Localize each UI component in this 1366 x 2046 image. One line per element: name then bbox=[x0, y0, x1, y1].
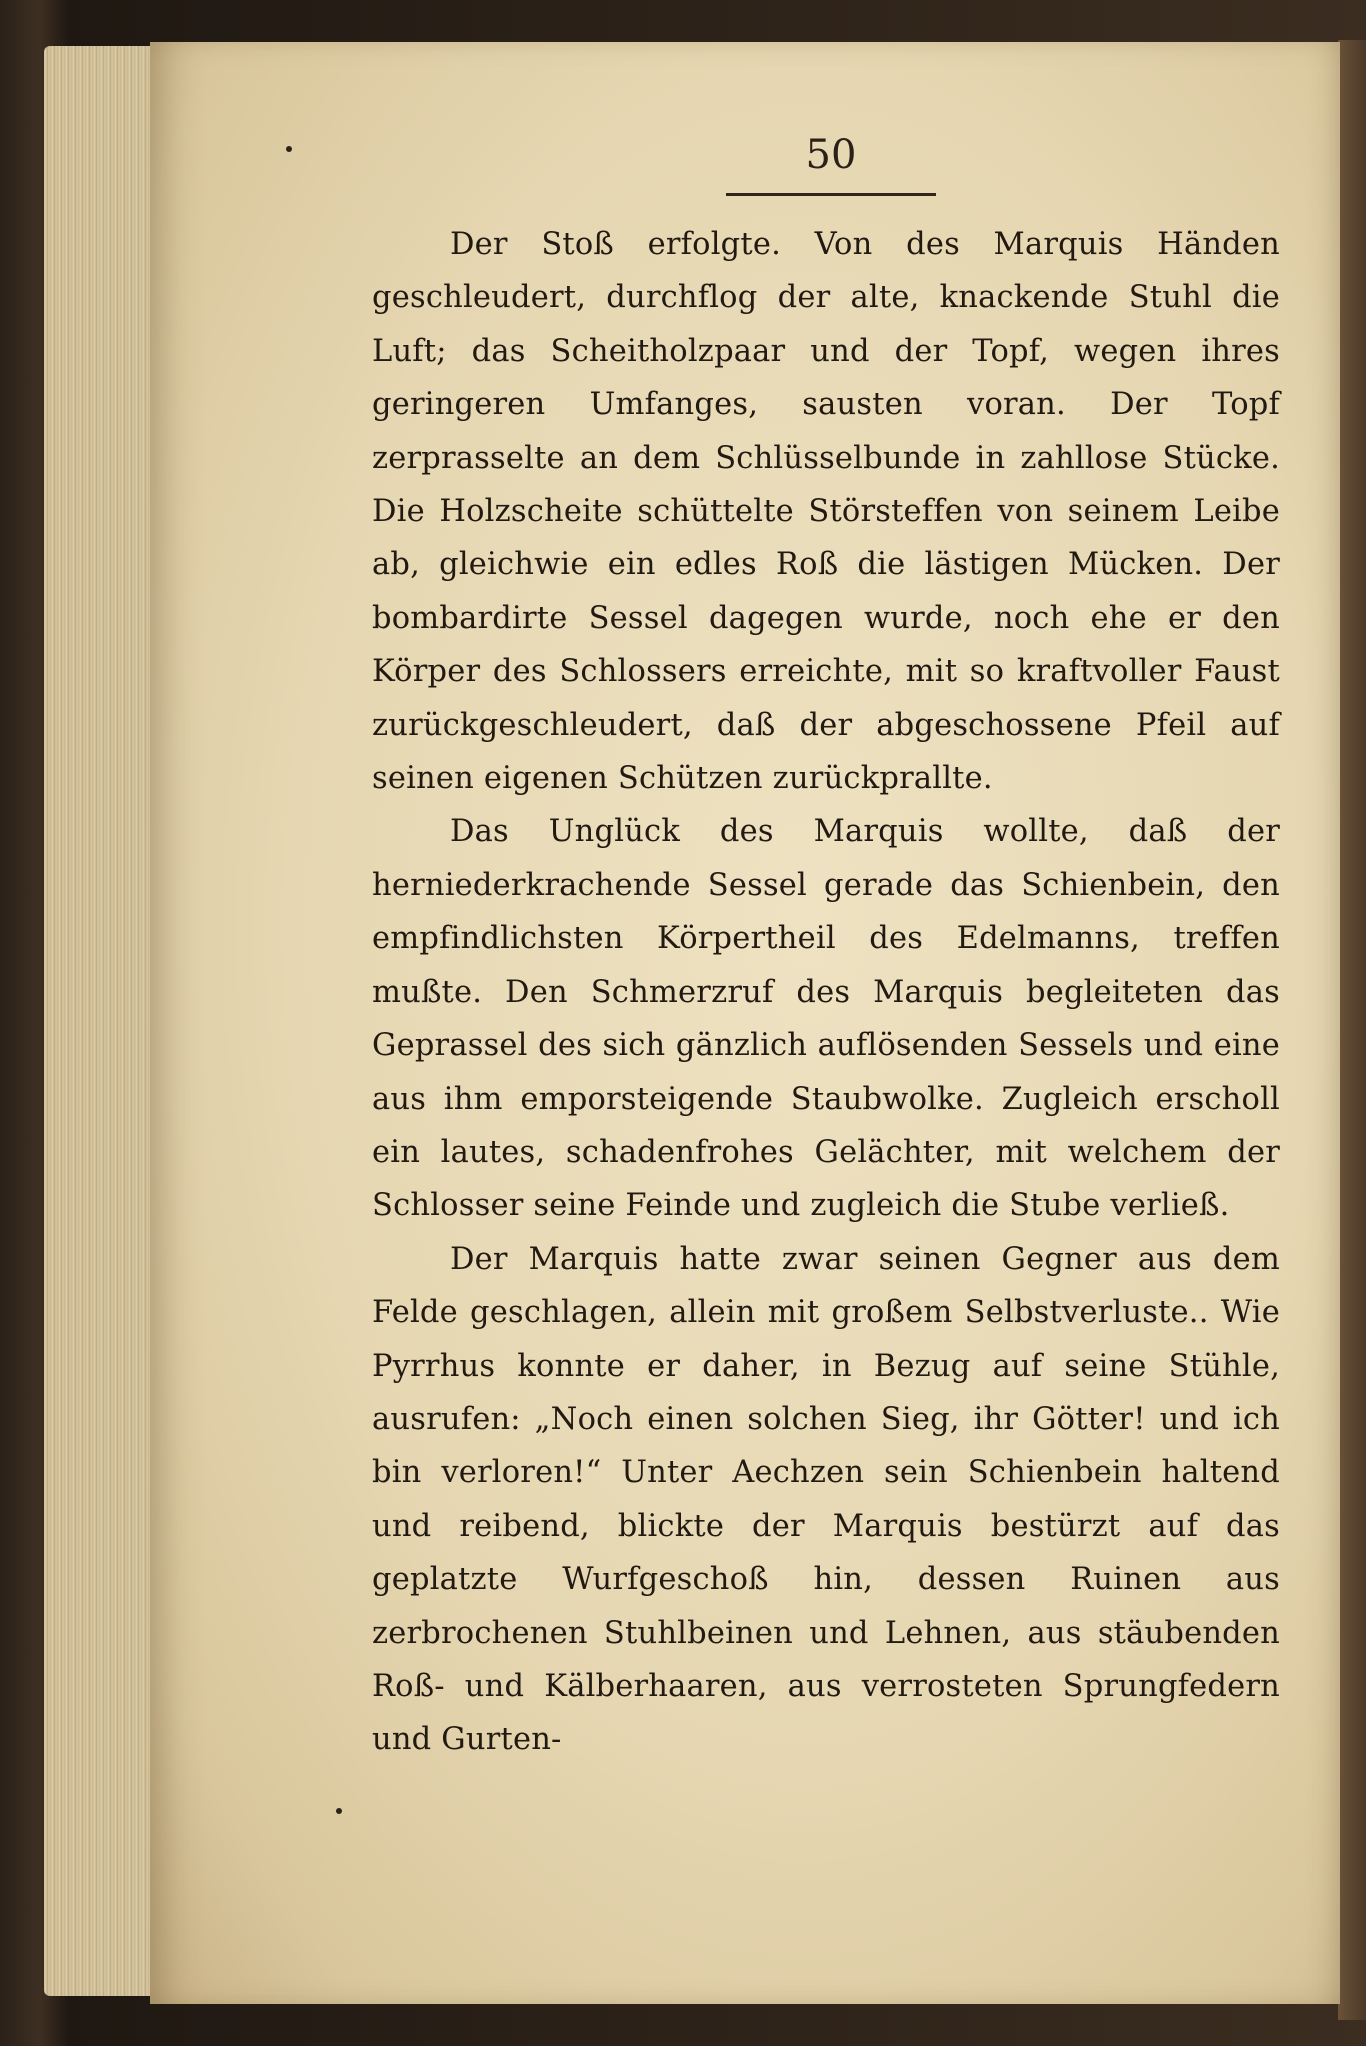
page-number: 50 bbox=[805, 132, 857, 178]
paragraph-3: Der Marquis hatte zwar seinen Gegner aus dem Felde geschlagen, allein mit großem Selbstverluste.. Wie Pyrrhus konnte er daher, in Bezug auf seine Stühle, ausrufen: „Noch einen solchen Sieg, ihr Götter! und ich bin verloren!“ Unter Aechzen sein Schienbein haltend und reibend, blickte der Marquis bestürzt auf das geplatzte Wurfgeschoß hin, dessen Ruinen aus zerbrochenen Stuhlbeinen und Lehnen, aus stäubenden Roß- und Kälberhaaren, aus verrosteten Sprungfedern und Gurten- bbox=[372, 1241, 1280, 1758]
ink-speck bbox=[336, 1808, 342, 1814]
book-board-edge bbox=[1338, 40, 1366, 2020]
paragraph-2: Das Unglück des Marquis wollte, daß der herniederkrachende Sessel gerade das Schienbein, den empfindlichsten Körpertheil des Edelmanns, treffen mußte. Den Schmerzruf des Marquis begleiteten das Geprassel des sich gänzlich auflösenden Sessels und eine aus ihm emporsteigende Staubwolke. Zugleich erscholl ein lautes, schadenfrohes Gelächter, mit welchem der Schlosser seine Feinde und zugleich die Stube verließ. bbox=[372, 814, 1280, 1224]
page-edges-stack bbox=[44, 46, 164, 1996]
paragraph-1: Der Stoß erfolgte. Von des Marquis Händen geschleudert, durchflog der alte, knackende Stuhl die Luft; das Scheitholzpaar und der Topf, wegen ihres geringeren Umfanges, sausten voran. Der Topf zerprasselte an dem Schlüsselbunde in zahllose Stücke. Die Holzscheite schüttelte Störsteffen von seinem Leibe ab, gleichwie ein edles Roß die lästigen Mücken. Der bombardirte Sessel dagegen wurde, noch ehe er den Körper des Schlossers erreichte, mit so kraftvoller Faust zurückgeschleudert, daß der abgeschossene Pfeil auf seinen eigenen Schützen zurückprallte. bbox=[372, 227, 1280, 797]
ink-speck bbox=[286, 146, 292, 152]
page-body-text bbox=[372, 218, 1280, 1767]
header-rule bbox=[726, 193, 936, 196]
